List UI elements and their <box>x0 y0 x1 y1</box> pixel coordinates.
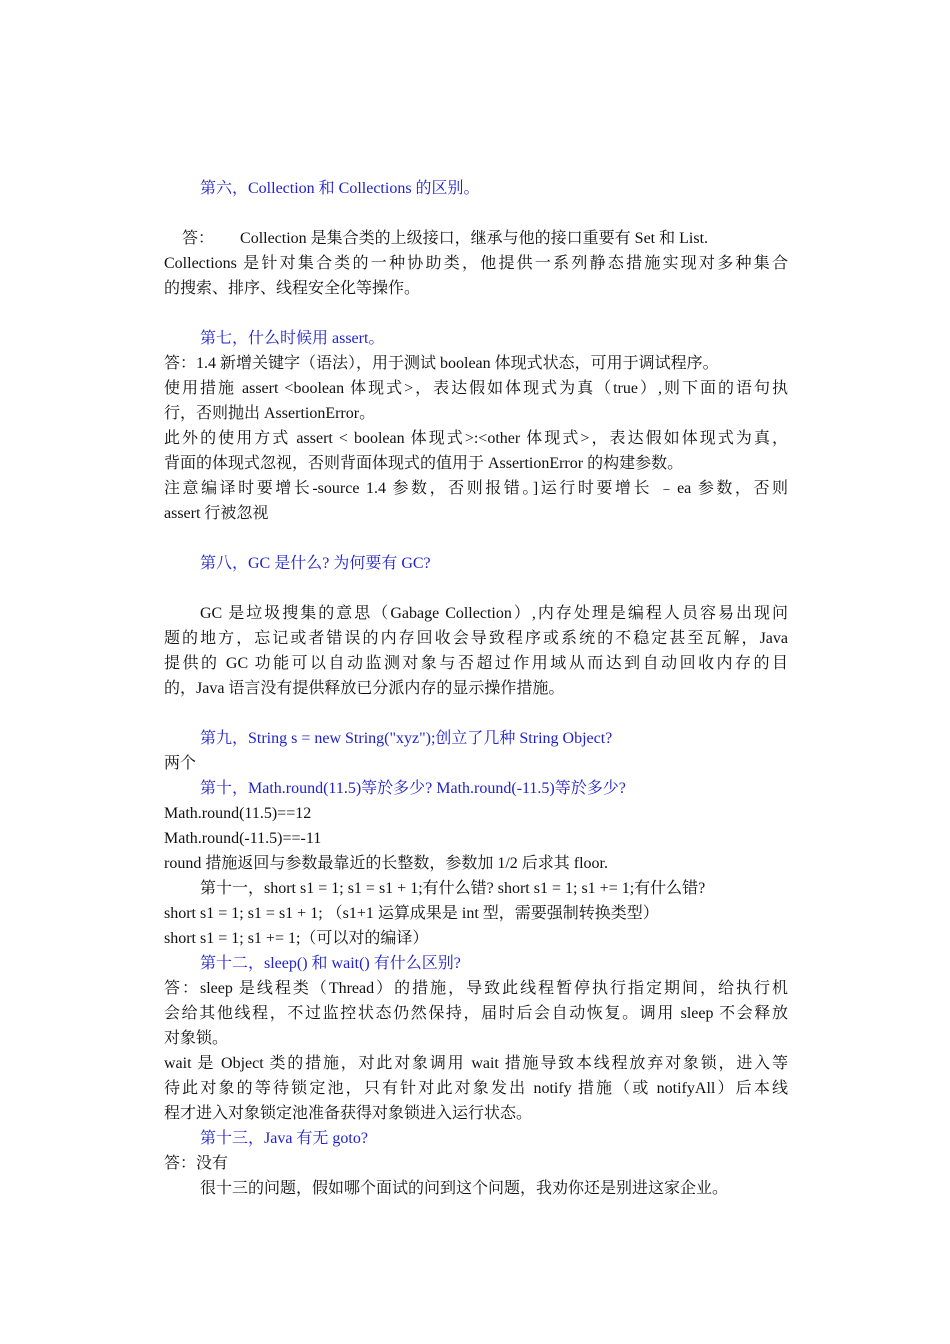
q10-line: round 措施返回与参数最靠近的长整数，参数加 1/2 后求其 floor. <box>164 855 608 872</box>
q7-line: 行，否则抛出 AssertionError。 <box>164 405 376 422</box>
q9-answer: 两个 <box>164 755 197 772</box>
q12-line: 答：sleep 是线程类（Thread）的措施，导致此线程暂停执行指定期间，给执行机 <box>164 980 788 997</box>
q13-heading: 第十三，Java 有无 goto? <box>200 1130 368 1147</box>
q8-line: 的，Java 语言没有提供释放已分派内存的显示操作措施。 <box>164 680 565 697</box>
q7-heading: 第七，什么时候用 assert。 <box>200 330 385 347</box>
q6-answer-line-3: 的搜索、排序、线程安全化等操作。 <box>164 280 421 297</box>
q11-line: short s1 = 1; s1 = s1 + 1; （s1+1 运算成果是 int 型，需要强制转换类型） <box>164 905 659 922</box>
q10-line: Math.round(-11.5)==-11 <box>164 830 322 847</box>
q13-answer: 答：没有 <box>164 1155 229 1172</box>
q13-note: 很十三的问题，假如哪个面试的问到这个问题，我劝你还是别进这家企业。 <box>200 1180 729 1197</box>
q12-line: 会给其他线程，不过监控状态仍然保持，届时后会自动恢复。调用 sleep 不会释放 <box>164 1005 788 1022</box>
q12-line: wait 是 Object 类的措施，对此对象调用 wait 措施导致本线程放弃对象锁，进入等 <box>164 1055 788 1072</box>
q8-line: 题的地方，忘记或者错误的内存回收会导致程序或系统的不稳定甚至瓦解，Java <box>164 630 788 647</box>
q9-heading: 第九，String s = new String("xyz");创立了几种 String Object? <box>200 730 613 747</box>
q12-line: 程才进入对象锁定池准备获得对象锁进入运行状态。 <box>164 1105 533 1122</box>
q10-heading: 第十，Math.round(11.5)等於多少? Math.round(-11.5)等於多少? <box>200 780 626 797</box>
document-body <box>164 176 788 1201</box>
q11-heading: 第十一，short s1 = 1; s1 = s1 + 1;有什么错? short s1 = 1; s1 += 1;有什么错? <box>200 880 706 897</box>
q6-heading: 第六，Collection 和 Collections 的区别。 <box>200 180 480 197</box>
q6-answer-prefix: 答： <box>182 230 215 247</box>
q6-answer-line-1 <box>164 226 788 251</box>
q11-line: short s1 = 1; s1 += 1;（可以对的编译） <box>164 930 429 947</box>
q7-line: assert 行被忽视 <box>164 505 269 522</box>
q7-line: 使用措施 assert <boolean 体现式>，表达假如体现式为真（true）,则下面的语句执 <box>164 380 788 397</box>
q12-heading: 第十二，sleep() 和 wait() 有什么区别? <box>200 955 461 972</box>
q12-line: 对象锁。 <box>164 1030 229 1047</box>
q8-line: GC 是垃圾搜集的意思（Gabage Collection）,内存处理是编程人员容易出现问 <box>200 605 788 622</box>
q6-answer-line-2: Collections 是针对集合类的一种协助类，他提供一系列静态措施实现对多种集合 <box>164 255 788 272</box>
q7-line: 答：1.4 新增关键字（语法），用于测试 boolean 体现式状态，可用于调试程序。 <box>164 355 719 372</box>
q12-line: 待此对象的等待锁定池，只有针对此对象发出 notify 措施（或 notifyAll）后本线 <box>164 1080 788 1097</box>
q8-line: 提供的 GC 功能可以自动监测对象与否超过作用域从而达到自动回收内存的目 <box>164 655 788 672</box>
q7-line: 此外的使用方式 assert < boolean 体现式>:<other 体现式>，表达假如体现式为真， <box>164 430 788 447</box>
q10-line: Math.round(11.5)==12 <box>164 805 312 822</box>
q6-answer-text: Collection 是集合类的上级接口，继承与他的接口重要有 Set 和 List. <box>240 230 709 247</box>
q7-line: 背面的体现式忽视，否则背面体现式的值用于 AssertionError 的构建参数。 <box>164 455 684 472</box>
q7-line: 注意编译时要增长-source 1.4 参数，否则报错。]运行时要增长 ﹣ea 参数，否则 <box>164 480 788 497</box>
q8-heading: 第八，GC 是什么? 为何要有 GC? <box>200 555 431 572</box>
